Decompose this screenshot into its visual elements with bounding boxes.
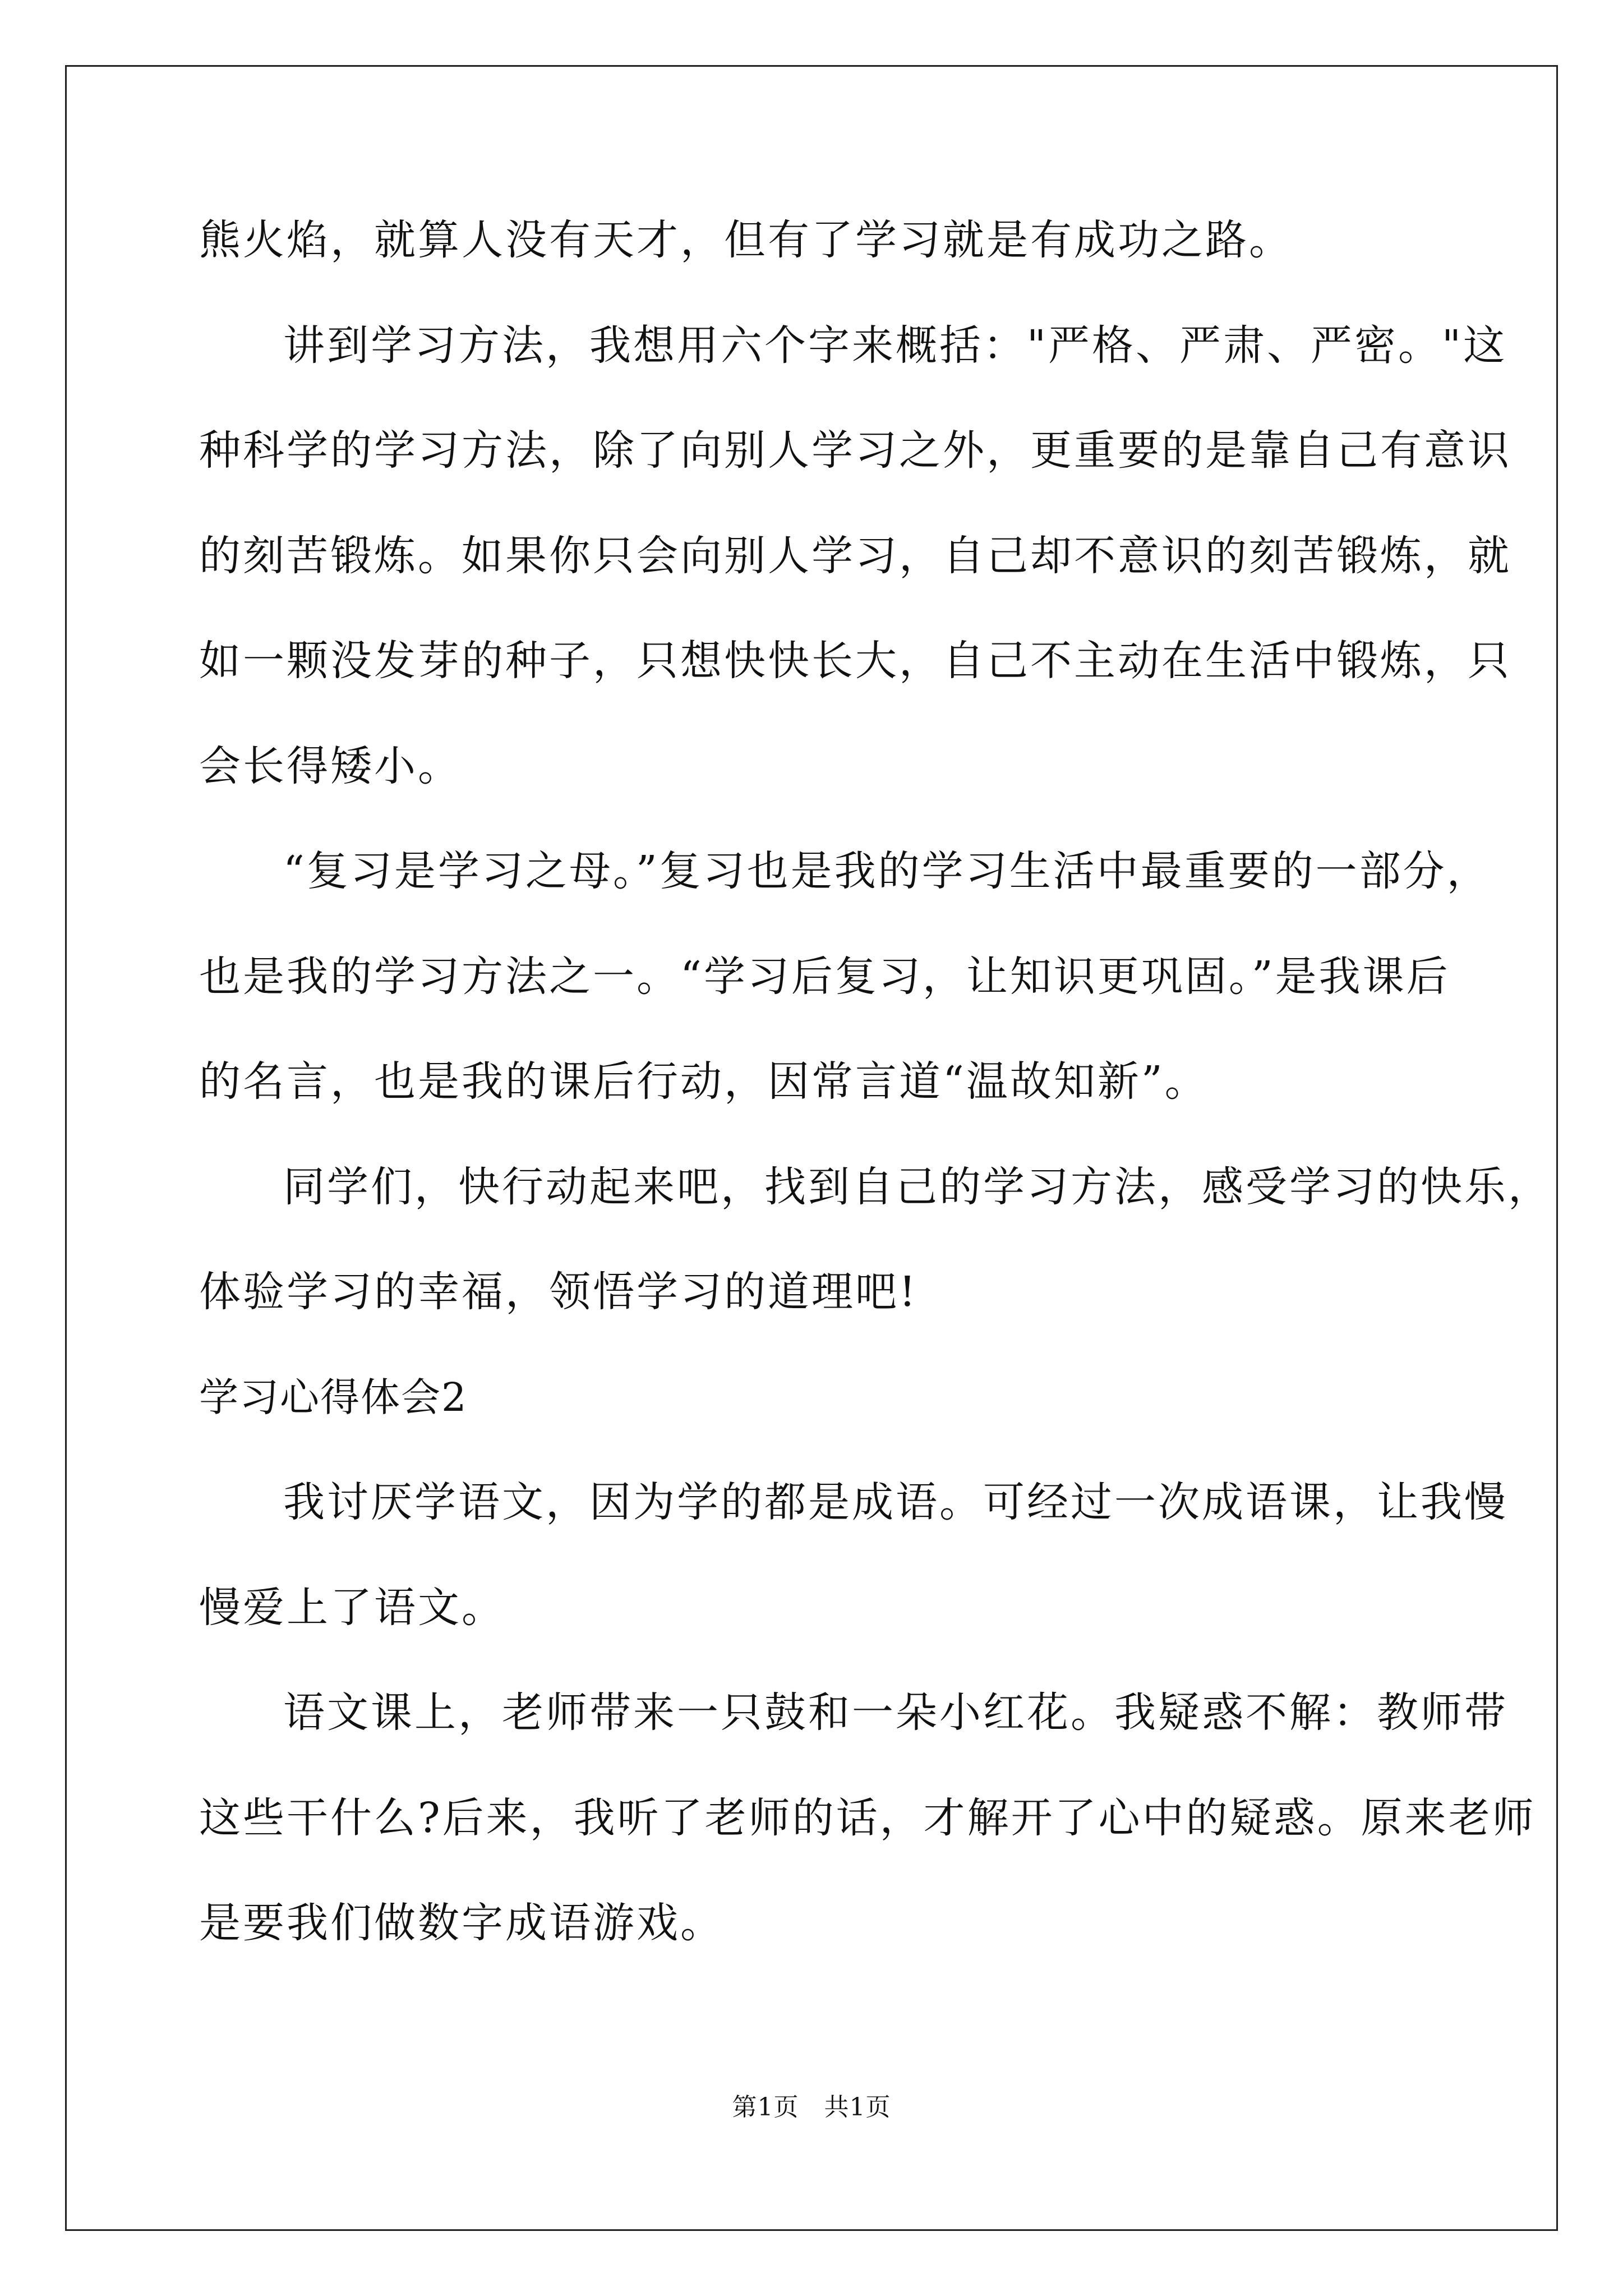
paragraph-line: 慢爱上了语文。 xyxy=(199,1583,505,1632)
paragraph-line: “复习是学习之母。”复习也是我的学习生活中最重要的一部分， xyxy=(283,847,1491,895)
paragraph-line: 同学们，快行动起来吧，找到自己的学习方法，感受学习的快乐， xyxy=(283,1162,1552,1211)
paragraph-line: 也是我的学习方法之一。“学习后复习，让知识更巩固。”是我课后 xyxy=(199,952,1450,1001)
paragraph-line: 如一颗没发芽的种子，只想快快长大，自己不主动在生活中锻炼，只 xyxy=(199,637,1511,685)
paragraph-line: 的名言，也是我的课后行动，因常言道“温故知新”。 xyxy=(199,1057,1209,1106)
paragraph-line: 会长得矮小。 xyxy=(199,742,462,790)
paragraph-line: 的刻苦锻炼。如果你只会向别人学习，自己却不意识的刻苦锻炼，就 xyxy=(199,531,1511,580)
document-body xyxy=(199,188,1552,1976)
paragraph-line: 语文课上，老师带来一只鼓和一朵小红花。我疑惑不解：教师带 xyxy=(283,1688,1508,1737)
page-footer: 第1页 共1页 xyxy=(732,2093,891,2122)
paragraph-line: 讲到学习方法，我想用六个字来概括："严格、严肃、严密。"这 xyxy=(283,321,1507,370)
paragraph-line: 体验学习的幸福，领悟学习的道理吧! xyxy=(199,1268,918,1316)
paragraph-line: 这些干什么?后来，我听了老师的话，才解开了心中的疑惑。原来老师 xyxy=(199,1793,1536,1842)
section-heading: 学习心得体会2 xyxy=(199,1374,468,1420)
paragraph-line: 熊火焰，就算人没有天才，但有了学习就是有成功之路。 xyxy=(199,216,1293,264)
paragraph-line: 种科学的学习方法，除了向别人学习之外，更重要的是靠自己有意识 xyxy=(199,426,1511,475)
paragraph-line: 是要我们做数字成语游戏。 xyxy=(199,1899,724,1947)
paragraph-line: 我讨厌学语文，因为学的都是成语。可经过一次成语课，让我慢 xyxy=(283,1478,1508,1526)
